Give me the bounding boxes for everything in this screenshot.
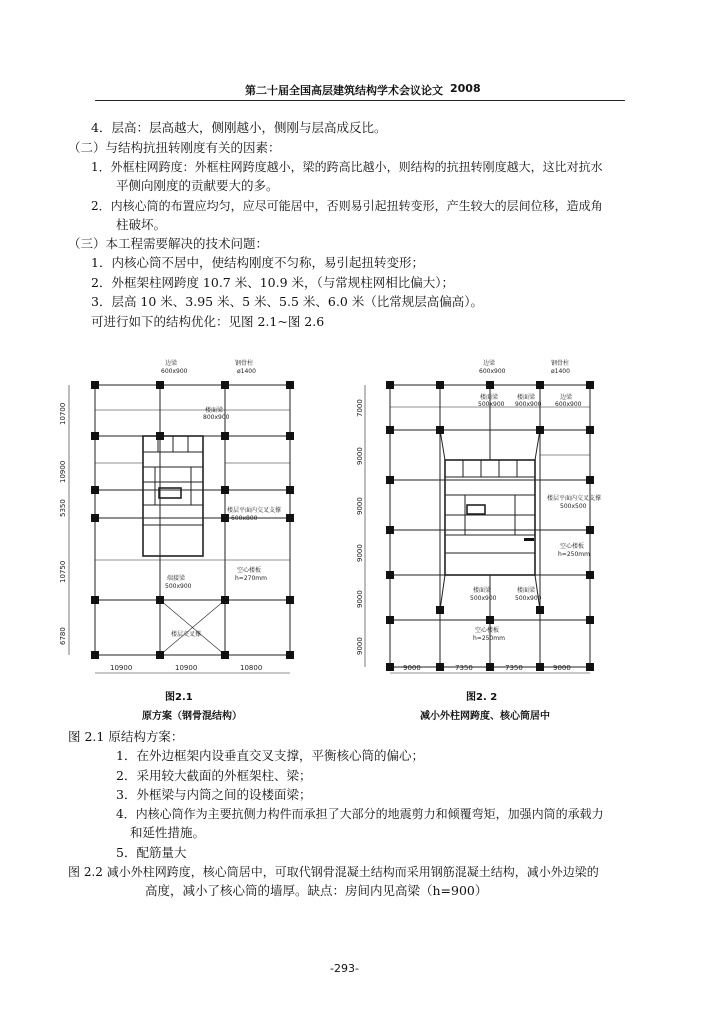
- dim-label: 10900: [59, 460, 67, 483]
- label: 楼面梁: [517, 587, 536, 594]
- body-line: 3．层高 10 米、3.95 米、5 米、5.5 米、6.0 米（比常规层高偏高）。: [91, 294, 483, 309]
- label: 600x800: [231, 515, 258, 522]
- label: 楼面梁: [480, 394, 499, 401]
- list-item: 1．在外边框架内设垂直交叉支撑，平衡核心筒的偏心；: [116, 748, 424, 763]
- label: 800x900: [203, 414, 230, 421]
- label: 边梁: [165, 360, 178, 367]
- dim-label: 7350: [505, 664, 523, 672]
- list-item: 5．配筋量大: [116, 845, 187, 860]
- dim-label: 10800: [240, 664, 263, 672]
- list-item: 2．采用较大截面的外框架柱、梁；: [116, 768, 312, 783]
- figure-2-1-plan: [55, 355, 325, 685]
- label: 边梁: [483, 360, 496, 367]
- header-title: 第二十届全国高层建筑结构学术会议论文: [245, 84, 443, 97]
- body-line: 2．内核心筒的布置应均匀，应尽可能居中，否则易引起扭转变形，产生较大的层间位移，造成角: [91, 199, 603, 213]
- dim-label: 9000: [356, 447, 364, 465]
- label: 500x900: [478, 401, 505, 408]
- body-line: 柱破坏。: [116, 217, 167, 232]
- dim-label: 7350: [455, 664, 473, 672]
- figure-2-1-caption: 原方案（钢骨混结构）: [142, 711, 242, 722]
- list-item: 3．外框梁与内筒之间的设楼面梁；: [116, 787, 312, 802]
- label: 楼层交叉撑: [171, 631, 202, 638]
- body-line: 2．外框架柱网跨度 10.7 米、10.9 米，（与常规柱网相比偏大）；: [91, 275, 455, 290]
- body-line: 平侧向刚度的贡献要大的多。: [116, 178, 279, 193]
- label: 600x900: [161, 368, 188, 375]
- label: h=250mm: [473, 635, 505, 642]
- fig22-text: 图 2.2 减小外柱网跨度，核心筒居中，可取代钢骨混凝土结构而采用钢筋混凝土结构，减小外边梁的: [68, 865, 599, 879]
- figure-2-1: [55, 355, 325, 685]
- dim-label: 9000: [356, 544, 364, 562]
- label: 空心楼板: [475, 627, 500, 634]
- figure-2-2-caption: 减小外柱网跨度、核心筒居中: [420, 711, 550, 722]
- label: 楼面梁: [205, 407, 224, 414]
- dim-label: 9000: [356, 590, 364, 608]
- dim-label: 10900: [110, 664, 133, 672]
- header-year: 2008: [450, 82, 481, 95]
- body-line: （二）与结构抗扭转刚度有关的因素：: [68, 140, 281, 155]
- label: 900x900: [515, 401, 542, 408]
- body-line: 4．层高：层高越大，侧刚越小，侧刚与层高成反比。: [91, 120, 387, 135]
- figure-2-2-plan: [355, 355, 635, 685]
- body-line: 可进行如下的结构优化：见图 2.1~图 2.6: [91, 314, 325, 329]
- dim-label: 10900: [175, 664, 198, 672]
- label: 端接梁: [167, 575, 186, 582]
- figure-2-2-number: 图2. 2: [466, 692, 498, 703]
- figure-2-2: [355, 355, 635, 685]
- fig22-text: 高度，减小了核心筒的墙厚。缺点：房间内见高梁（h=900）: [145, 883, 488, 898]
- dim-label: 5350: [59, 499, 67, 517]
- dim-label: 10750: [59, 560, 67, 583]
- label: ø1400: [551, 368, 570, 375]
- dim-label: 9000: [553, 664, 571, 672]
- label: 500x900: [470, 595, 497, 602]
- body-line: 1．内核心筒不居中，使结构刚度不匀称，易引起扭转变形；: [91, 255, 424, 270]
- dim-label: 7000: [356, 399, 364, 417]
- dim-label: 9000: [356, 637, 364, 655]
- dim-label: 9000: [356, 497, 364, 515]
- label: 楼面梁: [473, 587, 492, 594]
- label: 500x900: [165, 583, 192, 590]
- body-line: （三）本工程需要解决的技术问题：: [68, 236, 269, 251]
- label: 楼层平面内交叉支撑: [547, 495, 602, 502]
- label: 空心楼板: [237, 567, 262, 574]
- label: 600x900: [479, 368, 506, 375]
- label: ø1400: [237, 368, 256, 375]
- label: h=250mm: [558, 551, 590, 558]
- label: 钢骨柱: [235, 360, 254, 367]
- dim-label: 6780: [59, 627, 67, 645]
- running-header: [95, 80, 625, 101]
- body-line: 1．外框柱网跨度：外框柱网跨度越小，梁的跨高比越小，则结构的抗扭转刚度越大，这比对抗水: [91, 160, 603, 174]
- label: 边梁: [560, 394, 573, 401]
- dim-label: 9000: [403, 664, 421, 672]
- label: 500x500: [560, 503, 587, 510]
- dim-label: 10700: [59, 402, 67, 425]
- label: 空心楼板: [560, 543, 585, 550]
- label: 钢骨柱: [551, 360, 570, 367]
- list-item: 4．内核心筒作为主要抗侧力构件而承担了大部分的地震剪力和倾覆弯矩，加强内筒的承载力: [116, 807, 604, 821]
- label: 楼层平面内交叉支撑: [227, 507, 282, 514]
- label: 600x900: [555, 401, 582, 408]
- section-title: 图 2.1 原结构方案：: [68, 729, 184, 744]
- label: h=270mm: [235, 575, 267, 582]
- list-item: 和延性措施。: [130, 825, 206, 840]
- figure-2-1-number: 图2.1: [165, 692, 193, 703]
- page-number: -293-: [330, 962, 359, 975]
- label: 楼面梁: [517, 394, 536, 401]
- label: 500x900: [515, 595, 542, 602]
